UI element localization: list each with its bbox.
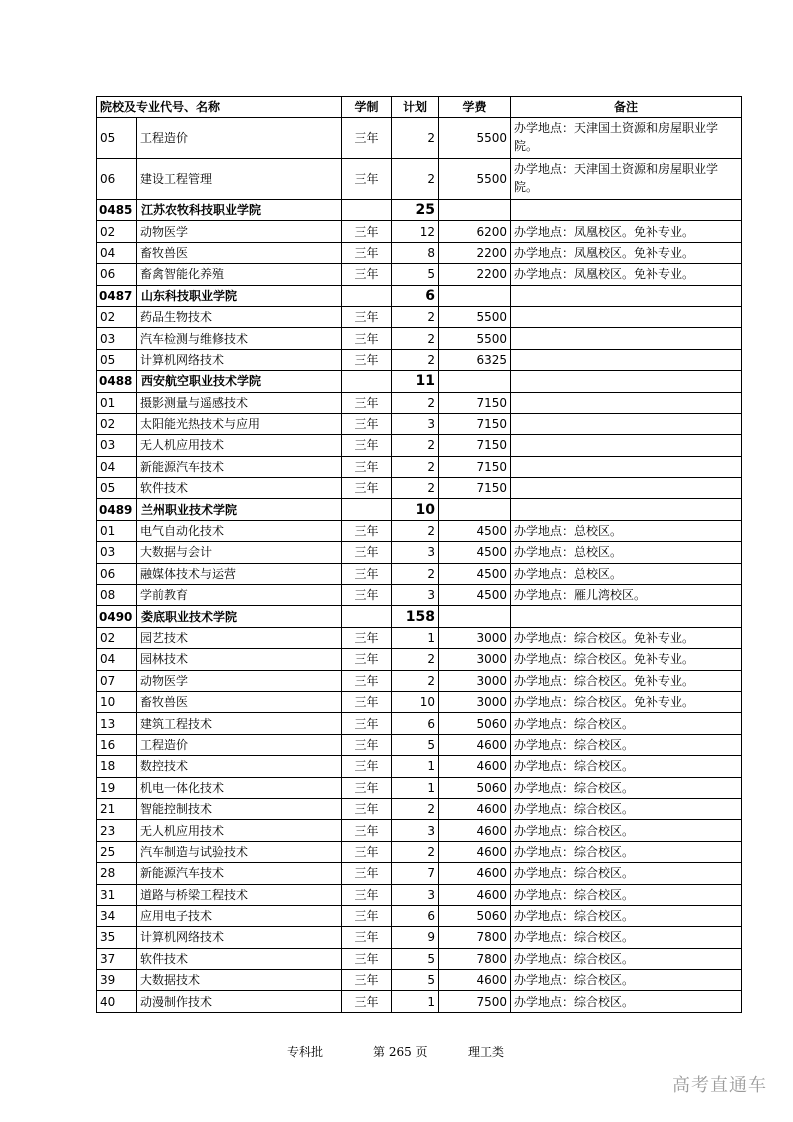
major-plan: 5 (392, 948, 439, 969)
major-row (97, 691, 742, 712)
major-code: 05 (97, 118, 137, 159)
major-note: 办学地点：综合校区。 (511, 713, 742, 734)
major-code: 07 (97, 670, 137, 691)
major-plan: 2 (392, 670, 439, 691)
major-fee: 4600 (439, 841, 511, 862)
major-name: 动漫制作技术 (137, 991, 342, 1012)
major-note (511, 413, 742, 434)
major-length: 三年 (342, 820, 392, 841)
major-row (97, 863, 742, 884)
major-name: 太阳能光热技术与应用 (137, 413, 342, 434)
major-name: 机电一体化技术 (137, 777, 342, 798)
major-row (97, 777, 742, 798)
major-row (97, 520, 742, 541)
major-row (97, 991, 742, 1012)
length-cell (342, 606, 392, 627)
major-length: 三年 (342, 863, 392, 884)
table-body (97, 118, 742, 1013)
school-name: 娄底职业技术学院 (137, 606, 342, 627)
major-length: 三年 (342, 118, 392, 159)
school-code: 0490 (97, 606, 137, 627)
major-name: 建设工程管理 (137, 159, 342, 200)
major-row (97, 627, 742, 648)
major-note: 办学地点：天津国土资源和房屋职业学院。 (511, 159, 742, 200)
major-plan: 2 (392, 478, 439, 499)
major-fee: 4600 (439, 884, 511, 905)
major-row (97, 756, 742, 777)
note-cell (511, 499, 742, 520)
major-plan: 2 (392, 306, 439, 327)
major-name: 无人机应用技术 (137, 820, 342, 841)
major-plan: 6 (392, 713, 439, 734)
major-name: 畜牧兽医 (137, 691, 342, 712)
major-fee: 6325 (439, 349, 511, 370)
major-code: 28 (97, 863, 137, 884)
major-note (511, 456, 742, 477)
major-note: 办学地点：综合校区。 (511, 777, 742, 798)
major-name: 大数据技术 (137, 970, 342, 991)
major-plan: 2 (392, 159, 439, 200)
fee-cell (439, 200, 511, 221)
major-name: 道路与桥梁工程技术 (137, 884, 342, 905)
major-note: 办学地点：综合校区。免补专业。 (511, 627, 742, 648)
note-cell (511, 371, 742, 392)
major-plan: 2 (392, 563, 439, 584)
major-row (97, 456, 742, 477)
major-plan: 12 (392, 221, 439, 242)
major-fee: 4500 (439, 542, 511, 563)
major-note: 办学地点：综合校区。免补专业。 (511, 670, 742, 691)
major-length: 三年 (342, 991, 392, 1012)
major-length: 三年 (342, 328, 392, 349)
major-fee: 3000 (439, 691, 511, 712)
school-code: 0485 (97, 200, 137, 221)
major-note: 办学地点：凤凰校区。免补专业。 (511, 242, 742, 263)
major-note: 办学地点：总校区。 (511, 563, 742, 584)
major-name: 园林技术 (137, 649, 342, 670)
major-note: 办学地点：凤凰校区。免补专业。 (511, 221, 742, 242)
major-note: 办学地点：综合校区。 (511, 991, 742, 1012)
fee-cell (439, 499, 511, 520)
major-fee: 5500 (439, 118, 511, 159)
major-length: 三年 (342, 777, 392, 798)
major-fee: 3000 (439, 649, 511, 670)
major-fee: 5500 (439, 159, 511, 200)
major-length: 三年 (342, 585, 392, 606)
major-row (97, 563, 742, 584)
major-name: 动物医学 (137, 221, 342, 242)
major-code: 25 (97, 841, 137, 862)
major-name: 畜禽智能化养殖 (137, 264, 342, 285)
major-row (97, 948, 742, 969)
major-row (97, 306, 742, 327)
major-note (511, 349, 742, 370)
school-row (97, 499, 742, 520)
major-length: 三年 (342, 627, 392, 648)
major-name: 新能源汽车技术 (137, 456, 342, 477)
major-name: 汽车制造与试验技术 (137, 841, 342, 862)
length-cell (342, 285, 392, 306)
major-fee: 4600 (439, 820, 511, 841)
major-fee: 7150 (439, 392, 511, 413)
major-plan: 3 (392, 542, 439, 563)
major-fee: 7150 (439, 413, 511, 434)
major-plan: 3 (392, 884, 439, 905)
school-code: 0489 (97, 499, 137, 520)
major-length: 三年 (342, 649, 392, 670)
major-code: 04 (97, 649, 137, 670)
major-length: 三年 (342, 542, 392, 563)
major-fee: 4500 (439, 563, 511, 584)
major-note: 办学地点：综合校区。 (511, 863, 742, 884)
major-plan: 1 (392, 756, 439, 777)
header-length: 学制 (342, 97, 392, 118)
major-row (97, 264, 742, 285)
major-code: 18 (97, 756, 137, 777)
major-plan: 5 (392, 264, 439, 285)
major-length: 三年 (342, 435, 392, 456)
major-row (97, 884, 742, 905)
major-note: 办学地点：综合校区。 (511, 798, 742, 819)
length-cell (342, 371, 392, 392)
footer-batch: 专科批 (287, 1045, 324, 1059)
major-plan: 8 (392, 242, 439, 263)
school-plan-total: 11 (392, 371, 439, 392)
major-name: 摄影测量与遥感技术 (137, 392, 342, 413)
major-note: 办学地点：综合校区。 (511, 884, 742, 905)
fee-cell (439, 371, 511, 392)
school-plan-total: 25 (392, 200, 439, 221)
school-name: 江苏农牧科技职业学院 (137, 200, 342, 221)
major-fee: 7150 (439, 435, 511, 456)
major-fee: 4600 (439, 734, 511, 755)
fee-cell (439, 606, 511, 627)
major-plan: 2 (392, 798, 439, 819)
major-length: 三年 (342, 670, 392, 691)
major-code: 04 (97, 456, 137, 477)
page-footer (0, 1043, 793, 1059)
major-name: 电气自动化技术 (137, 520, 342, 541)
major-code: 01 (97, 520, 137, 541)
major-code: 16 (97, 734, 137, 755)
header-name: 院校及专业代号、名称 (97, 97, 342, 118)
major-plan: 3 (392, 585, 439, 606)
major-length: 三年 (342, 306, 392, 327)
major-note: 办学地点：综合校区。 (511, 970, 742, 991)
major-row (97, 478, 742, 499)
major-fee: 7500 (439, 991, 511, 1012)
school-plan-total: 158 (392, 606, 439, 627)
major-row (97, 927, 742, 948)
major-code: 19 (97, 777, 137, 798)
major-name: 工程造价 (137, 734, 342, 755)
header-note: 备注 (511, 97, 742, 118)
major-name: 软件技术 (137, 948, 342, 969)
major-name: 建筑工程技术 (137, 713, 342, 734)
major-plan: 2 (392, 435, 439, 456)
major-note: 办学地点：综合校区。 (511, 756, 742, 777)
major-fee: 4500 (439, 585, 511, 606)
major-plan: 2 (392, 841, 439, 862)
table-header-row (97, 97, 742, 118)
major-length: 三年 (342, 691, 392, 712)
major-plan: 2 (392, 118, 439, 159)
major-name: 计算机网络技术 (137, 349, 342, 370)
major-length: 三年 (342, 349, 392, 370)
major-row (97, 435, 742, 456)
major-code: 35 (97, 927, 137, 948)
major-fee: 2200 (439, 264, 511, 285)
major-length: 三年 (342, 264, 392, 285)
major-fee: 5500 (439, 306, 511, 327)
header-fee: 学费 (439, 97, 511, 118)
major-length: 三年 (342, 734, 392, 755)
school-name: 山东科技职业学院 (137, 285, 342, 306)
major-length: 三年 (342, 798, 392, 819)
major-plan: 3 (392, 413, 439, 434)
major-name: 计算机网络技术 (137, 927, 342, 948)
school-row (97, 200, 742, 221)
major-plan: 10 (392, 691, 439, 712)
major-note (511, 435, 742, 456)
note-cell (511, 285, 742, 306)
major-length: 三年 (342, 927, 392, 948)
major-row (97, 221, 742, 242)
school-plan-total: 10 (392, 499, 439, 520)
major-code: 05 (97, 478, 137, 499)
note-cell (511, 200, 742, 221)
major-note: 办学地点：总校区。 (511, 520, 742, 541)
major-fee: 5500 (439, 328, 511, 349)
major-fee: 2200 (439, 242, 511, 263)
major-plan: 7 (392, 863, 439, 884)
note-cell (511, 606, 742, 627)
school-row (97, 285, 742, 306)
footer-page-number: 第 265 页 (373, 1045, 428, 1059)
major-row (97, 649, 742, 670)
major-row (97, 392, 742, 413)
major-name: 大数据与会计 (137, 542, 342, 563)
major-name: 动物医学 (137, 670, 342, 691)
major-fee: 3000 (439, 670, 511, 691)
major-length: 三年 (342, 456, 392, 477)
major-plan: 2 (392, 328, 439, 349)
major-name: 融媒体技术与运营 (137, 563, 342, 584)
major-row (97, 349, 742, 370)
major-code: 34 (97, 905, 137, 926)
major-plan: 2 (392, 349, 439, 370)
major-fee: 4600 (439, 863, 511, 884)
watermark: 高考直通车 (672, 1075, 767, 1096)
major-fee: 3000 (439, 627, 511, 648)
major-row (97, 242, 742, 263)
major-name: 园艺技术 (137, 627, 342, 648)
major-plan: 5 (392, 970, 439, 991)
major-length: 三年 (342, 948, 392, 969)
major-note: 办学地点：综合校区。免补专业。 (511, 691, 742, 712)
major-length: 三年 (342, 413, 392, 434)
major-code: 13 (97, 713, 137, 734)
major-note: 办学地点：综合校区。 (511, 841, 742, 862)
major-code: 23 (97, 820, 137, 841)
major-code: 06 (97, 563, 137, 584)
school-code: 0487 (97, 285, 137, 306)
major-length: 三年 (342, 159, 392, 200)
major-fee: 4600 (439, 756, 511, 777)
major-name: 学前教育 (137, 585, 342, 606)
major-note: 办学地点：综合校区。 (511, 905, 742, 926)
major-note: 办学地点：总校区。 (511, 542, 742, 563)
school-plan-total: 6 (392, 285, 439, 306)
major-code: 01 (97, 392, 137, 413)
major-name: 新能源汽车技术 (137, 863, 342, 884)
major-fee: 7800 (439, 948, 511, 969)
major-fee: 4600 (439, 798, 511, 819)
major-note: 办学地点：综合校区。 (511, 927, 742, 948)
major-code: 31 (97, 884, 137, 905)
major-length: 三年 (342, 841, 392, 862)
major-fee: 4600 (439, 970, 511, 991)
major-plan: 5 (392, 734, 439, 755)
major-row (97, 841, 742, 862)
major-name: 应用电子技术 (137, 905, 342, 926)
major-name: 软件技术 (137, 478, 342, 499)
major-name: 畜牧兽医 (137, 242, 342, 263)
major-fee: 7150 (439, 478, 511, 499)
major-row (97, 905, 742, 926)
major-code: 06 (97, 264, 137, 285)
major-note (511, 478, 742, 499)
major-plan: 2 (392, 649, 439, 670)
major-plan: 1 (392, 627, 439, 648)
major-note: 办学地点：综合校区。 (511, 820, 742, 841)
major-name: 汽车检测与维修技术 (137, 328, 342, 349)
major-row (97, 798, 742, 819)
major-length: 三年 (342, 478, 392, 499)
major-code: 06 (97, 159, 137, 200)
major-code: 02 (97, 627, 137, 648)
major-name: 智能控制技术 (137, 798, 342, 819)
major-fee: 7800 (439, 927, 511, 948)
major-length: 三年 (342, 884, 392, 905)
major-fee: 6200 (439, 221, 511, 242)
major-name: 数控技术 (137, 756, 342, 777)
major-code: 21 (97, 798, 137, 819)
major-length: 三年 (342, 563, 392, 584)
major-fee: 5060 (439, 713, 511, 734)
major-row (97, 820, 742, 841)
major-code: 05 (97, 349, 137, 370)
major-code: 08 (97, 585, 137, 606)
length-cell (342, 499, 392, 520)
major-note (511, 328, 742, 349)
school-row (97, 606, 742, 627)
major-row (97, 670, 742, 691)
major-plan: 1 (392, 991, 439, 1012)
major-plan: 6 (392, 905, 439, 926)
major-length: 三年 (342, 970, 392, 991)
major-note: 办学地点：综合校区。免补专业。 (511, 649, 742, 670)
major-row (97, 734, 742, 755)
school-code: 0488 (97, 371, 137, 392)
major-length: 三年 (342, 242, 392, 263)
major-row (97, 118, 742, 159)
major-note: 办学地点：天津国土资源和房屋职业学院。 (511, 118, 742, 159)
fee-cell (439, 285, 511, 306)
major-plan: 2 (392, 456, 439, 477)
major-row (97, 542, 742, 563)
major-name: 药品生物技术 (137, 306, 342, 327)
major-fee: 4500 (439, 520, 511, 541)
major-row (97, 159, 742, 200)
major-length: 三年 (342, 392, 392, 413)
major-row (97, 328, 742, 349)
major-code: 02 (97, 413, 137, 434)
major-length: 三年 (342, 905, 392, 926)
school-name: 兰州职业技术学院 (137, 499, 342, 520)
major-length: 三年 (342, 221, 392, 242)
major-note: 办学地点：综合校区。 (511, 948, 742, 969)
major-fee: 7150 (439, 456, 511, 477)
major-row (97, 413, 742, 434)
major-code: 10 (97, 691, 137, 712)
footer-category: 理工类 (468, 1045, 505, 1059)
major-code: 37 (97, 948, 137, 969)
major-length: 三年 (342, 520, 392, 541)
major-fee: 5060 (439, 905, 511, 926)
major-fee: 5060 (439, 777, 511, 798)
major-plan: 3 (392, 820, 439, 841)
major-row (97, 713, 742, 734)
major-code: 03 (97, 328, 137, 349)
major-note (511, 392, 742, 413)
school-row (97, 371, 742, 392)
major-name: 工程造价 (137, 118, 342, 159)
admission-plan-table (96, 96, 742, 1013)
major-length: 三年 (342, 756, 392, 777)
major-length: 三年 (342, 713, 392, 734)
major-note: 办学地点：凤凰校区。免补专业。 (511, 264, 742, 285)
major-row (97, 970, 742, 991)
major-plan: 1 (392, 777, 439, 798)
major-code: 02 (97, 306, 137, 327)
major-code: 04 (97, 242, 137, 263)
major-plan: 2 (392, 520, 439, 541)
school-name: 西安航空职业技术学院 (137, 371, 342, 392)
header-plan: 计划 (392, 97, 439, 118)
major-name: 无人机应用技术 (137, 435, 342, 456)
major-note: 办学地点：雁儿湾校区。 (511, 585, 742, 606)
major-code: 40 (97, 991, 137, 1012)
major-note: 办学地点：综合校区。 (511, 734, 742, 755)
major-code: 03 (97, 435, 137, 456)
major-note (511, 306, 742, 327)
major-row (97, 585, 742, 606)
major-code: 03 (97, 542, 137, 563)
major-code: 02 (97, 221, 137, 242)
length-cell (342, 200, 392, 221)
major-code: 39 (97, 970, 137, 991)
major-plan: 2 (392, 392, 439, 413)
major-plan: 9 (392, 927, 439, 948)
